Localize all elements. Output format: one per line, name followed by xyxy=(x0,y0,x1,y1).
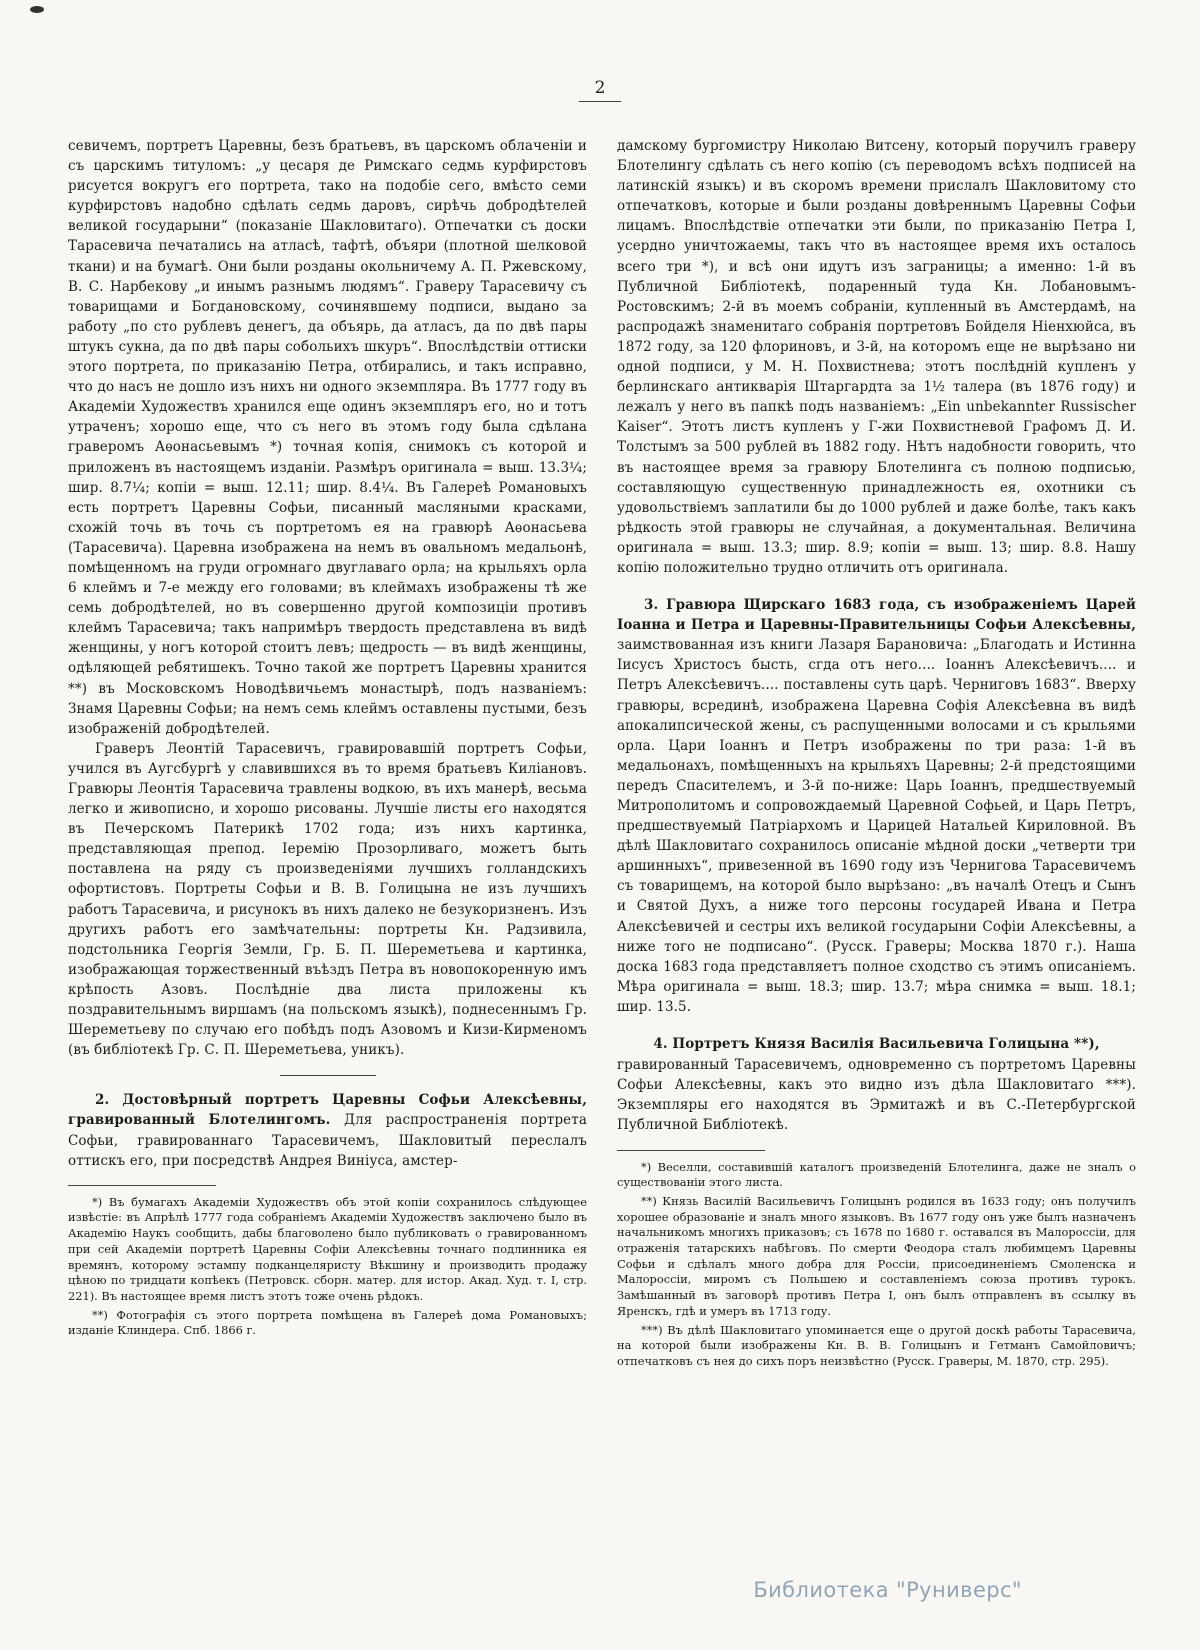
scan-artifact xyxy=(30,6,44,13)
section-heading: 3. Гравюра Щирскаго 1683 года, съ изображеніемъ Царей Іоанна и Петра и Царевны-Правительницы Софьи Алексѣевны, xyxy=(617,597,1136,634)
right-column-footnotes xyxy=(617,1160,1136,1373)
paragraph: Граверъ Леонтій Тарасевичъ, гравировавшій портретъ Софьи, учился въ Аугсбургѣ у славившихся въ то время братьевъ Киліановъ. Гравюры Леонтія Тарасевича травлены водкою, въ ихъ манерѣ, весьма легко и живописно, и хорошо рисованы. Лучшіе листы его находятся въ Печерскомъ Патерикѣ 1702 года; изъ нихъ картинка, представляющая препод. Іеремію Прозорливаго, можетъ быть поставлена на ряду съ произведеніями лучшихъ голландскихъ офортистовъ. Портреты Софьи и В. В. Голицына не изъ лучшихъ работъ Тарасевича, и рисунокъ въ нихъ далеко не безукоризненъ. Изъ другихъ работъ его замѣчательны: портреты Кн. Радзивила, подстольника Георгія Земли, Гр. Б. П. Шереметьева и картинка, изображающая торжественный въѣздъ Петра въ новопокоренную имъ крѣпость Азовъ. Послѣдніе два листа приложены къ поздравительнымъ виршамъ (на польскомъ языкѣ), поднесеннымъ Гр. Шереметьеву по случаю его побѣдъ подъ Азовомъ и Кизи-Кирменомъ (въ библіотекѣ Гр. С. П. Шереметьева, уникъ). xyxy=(68,740,587,1059)
paragraph: севичемъ, портретъ Царевны, безъ братьевъ, въ царскомъ облаченіи и съ царскимъ титуломъ: „у цесаря де Римскаго седмь курфирстовъ рисуется вокругъ его портрета, тако на подобіе сего, вмѣсто семи курфирстовъ надобно сдѣлать седмь даровъ, сирѣчь добродѣтелей великой государыни“ (показаніе Шакловитаго). Отпечатки съ доски Тарасевича печатались на атласѣ, тафтѣ, объяри (плотной шелковой ткани) и на бумагѣ. Они были розданы окольничему А. П. Ржевскому, В. С. Нарбекову „и инымъ разнымъ людямъ“. Граверу Тарасевичу съ товарищами и Богдановскому, сочинявшему подписи, выдано за работу „по сто рублевъ денегъ, да объярь, да атласъ, да по двѣ пары штукъ сукна, да по двѣ пары собольихъ шкуръ“. Впослѣдствіи оттиски этого портрета, по приказанію Петра, отбирались, и такъ исправно, что до насъ не дошло изъ нихъ ни одного экземпляра. Въ 1777 году въ Академіи Художествъ хранился еще одинъ экземпляръ его, но и тотъ утраченъ; хорошо еще, что съ него въ этомъ году была сдѣлана граверомъ Аѳонасьевымъ *) точная копія, снимокъ съ которой и приложенъ въ настоящемъ изданіи. Размѣръ оригинала = выш. 13.3¼; шир. 8.7¼; копіи = выш. 12.11; шир. 8.4¼. Въ Галереѣ Романовыхъ есть портретъ Царевны Софьи, писанный масляными красками, схожій точь въ точь съ портретомъ ея на гравюрѣ Аѳонасьева (Тарасевича). Царевна изображена на немъ въ овальномъ медальонѣ, помѣщенномъ на груди огромнаго двуглаваго орла; на крыльяхъ орла 6 клеймъ и 7-е между его головами; въ клеймахъ изображены тѣ же семь добродѣтелей, но въ совершенно другой композиціи противъ клеймъ Тарасевича; такъ напримѣръ твердость представлена въ видѣ женщины, у ногъ которой стоитъ левъ; щедрость — въ видѣ женщины, одѣляющей ребятишекъ. Точно такой же портретъ Царевны хранится **) въ Московскомъ Новодѣвичьемъ монастырѣ, подъ названіемъ: Знамя Царевны Софьи; на немъ семь клеймъ оставлены пустыми, безъ изображеній добродѣтелей. xyxy=(68,138,587,737)
library-watermark: Библиотека "Руниверс" xyxy=(753,1578,1022,1602)
page-header xyxy=(0,78,1200,102)
left-column-body xyxy=(68,136,587,1171)
footnote: *) Веселли, составившій каталогъ произведеній Блотелинга, даже не зналъ о существованіи этого листа. xyxy=(617,1159,1136,1190)
section-paragraph: 3. Гравюра Щирскаго 1683 года, съ изображеніемъ Царей Іоанна и Петра и Царевны-Правительницы Софьи Алексѣевны, заимствованная изъ книги Лазаря Барановича: „Благодать и Истинна Іисусъ Христосъ бысть, сгда отъ него.... Іоаннъ Алексѣевичъ.... и Петръ Алексѣевичъ.... поставлены суть царѣ. Черниговъ 1683“. Вверху гравюры, всрединѣ, изображена Царевна Софія Алексѣевна въ видѣ апокалипсической жены, съ распущенными волосами и съ крыльями орла. Цари Іоаннъ и Петръ изображены по три раза: 1-й въ медальонахъ, помѣщенныхъ на крыльяхъ Царевны; 2-й предстоящими передъ Спасителемъ, и 3-й по-ниже: Царь Іоаннъ, предшествуемый Митрополитомъ и сопровождаемый Царевной Софьей, и Царь Петръ, предшествуемый Патріархомъ и Царицей Натальей Кириловной. Въ дѣлѣ Шакловитаго сохранилось описаніе мѣдной доски „четверти три аршинныхъ“, привезенной въ 1690 году изъ Чернигова Тарасевичемъ съ товарищемъ, на которой было вырѣзано: „въ началѣ Отецъ и Сынъ и Святой Духъ, а ниже того персоны государей Ивана и Петра Алексѣевичей и сестры ихъ великой государыни Софіи Алексѣевны, а ниже того не подписано“. (Русск. Граверы; Москва 1870 г.). Наша доска 1683 года представляетъ полное сходство съ этимъ описаніемъ. Мѣра оригинала = выш. 18.3; шир. 13.7; мѣра снимка = выш. 18.1; шир. 13.5. xyxy=(617,597,1136,1015)
footnote: **) Фотографія съ этого портрета помѣщена въ Галереѣ дома Романовыхъ; изданіе Клиндера. Спб. 1866 г. xyxy=(68,1307,587,1338)
footnote: **) Князь Василій Васильевичъ Голицынъ родился въ 1633 году; онъ получилъ хорошее образованіе и зналъ много языковъ. Въ 1677 году онъ уже былъ назначенъ начальникомъ многихъ приказовъ; съ 1678 по 1680 г. оставался въ Малороссіи, для отраженія татарскихъ набѣговъ. По смерти Феодора сталъ любимцемъ Царевны Софьи и сдѣлалъ много добра для Россіи, присоединеніемъ Смоленска и Малороссіи, миромъ съ Польшею и составленіемъ союза противъ турокъ. Замѣшанный въ заговорѣ противъ Петра I, онъ былъ отправленъ въ ссылку въ Яренскъ, гдѣ и умеръ въ 1713 году. xyxy=(617,1193,1136,1318)
footnote: ***) Въ дѣлѣ Шакловитаго упоминается еще о другой доскѣ работы Тарасевича, на которой были изображены Кн. В. В. Голицынъ и Гетманъ Самойловичъ; отпечатковъ съ нея до сихъ поръ неизвѣстно (Русск. Граверы, М. 1870, стр. 295). xyxy=(617,1322,1136,1368)
section-paragraph: 4. Портретъ Князя Василія Васильевича Голицына **), гравированный Тарасевичемъ, одновременно съ портретомъ Царевны Софьи Алексѣевны, какъ это видно изъ дѣла Шакловитаго ***). Экземпляры его находятся въ Эрмитажѣ и въ С.-Петербургской Публичной Библіотекѣ. xyxy=(617,1036,1136,1134)
left-column-footnotes xyxy=(68,1195,587,1342)
section-heading: 2. Достовѣрный портретъ Царевны Софьи Алексѣевны, гравированный Блотелингомъ. xyxy=(68,1092,587,1129)
text-columns xyxy=(68,136,1136,1373)
section-divider xyxy=(280,1075,376,1076)
footnote: *) Въ бумагахъ Академіи Художествъ объ этой копіи сохранилось слѣдующее извѣстіе: въ Апрѣлѣ 1777 года собраніемъ Академіи Художествъ заключено было въ Академію Наукъ сообщить, дабы благоволено было публиковать о гравированномъ при сей Академіи портретѣ Царевны Софіи Алексѣевны точнаго подлинника ея времянъ, которому эстампу подканцеляристу Вѣкшину и производить продажу цѣною по тридцати копѣекъ (Петровск. сборн. матер. для истор. Акад. Худ. т. I, стр. 221). Въ настоящее время листъ этотъ тоже очень рѣдокъ. xyxy=(68,1194,587,1303)
paragraph: дамскому бургомистру Николаю Витсену, который поручилъ граверу Блотелингу сдѣлать съ него копію (съ переводомъ всѣхъ подписей на латинскій языкъ) и въ скоромъ времени прислалъ Шакловитому сто отпечатковъ, которые и были розданы довѣреннымъ Царевны Софьи лицамъ. Впослѣдствіе отпечатки эти были, по приказанію Петра I, усердно уничтожаемы, такъ что въ настоящее время ихъ осталось всего три *), и всѣ они идутъ изъ заграницы; а именно: 1-й въ Публичной Библіотекѣ, подаренный туда Кн. Лобановымъ-Ростовскимъ; 2-й въ моемъ собраніи, купленный въ Амстердамѣ, на распродажѣ знаменитаго собранія портретовъ Бойделя Ніенхюйса, въ 1872 году, за 120 флориновъ, и 3-й, на которомъ еще не вырѣзано ни одной подписи, у М. Н. Похвистнева; этотъ послѣдній купленъ у берлинскаго антикварія Штаргардта за 1½ талера (въ 1876 году) и лежалъ у него въ папкѣ подъ названіемъ: „Ein unbekannter Russischer Kaiser“. Этотъ листъ купленъ у Г-жи Похвистневой Графомъ Д. И. Толстымъ за 500 рублей въ 1882 году. Нѣтъ надобности говорить, что въ настоящее время за гравюру Блотелинга съ полною подписью, составляющую существенную принадлежность ея, охотники съ удовольствіемъ заплатили бы до 1000 рублей и даже болѣе, такъ какъ рѣдкость этой гравюры не случайная, а документальная. Величина оригинала = выш. 13.3; шир. 8.9; копіи = выш. 13; шир. 8.8. Нашу копію положительно трудно отличить отъ оригинала. xyxy=(617,138,1136,576)
footnote-separator xyxy=(68,1185,216,1186)
section-paragraph: 2. Достовѣрный портретъ Царевны Софьи Алексѣевны, гравированный Блотелингомъ. Для распространенія портрета Софьи, гравированнаго Тарасевичемъ, Шакловитый переслалъ оттискъ его, при посредствѣ Андрея Виніуса, амстер- xyxy=(68,1092,587,1169)
left-column xyxy=(68,136,587,1373)
footnote-separator xyxy=(617,1150,765,1151)
right-column-body xyxy=(617,136,1136,1136)
section-heading: 4. Портретъ Князя Василія Васильевича Голицына **), xyxy=(653,1036,1100,1053)
page-number: 2 xyxy=(579,78,622,102)
right-column xyxy=(617,136,1136,1373)
